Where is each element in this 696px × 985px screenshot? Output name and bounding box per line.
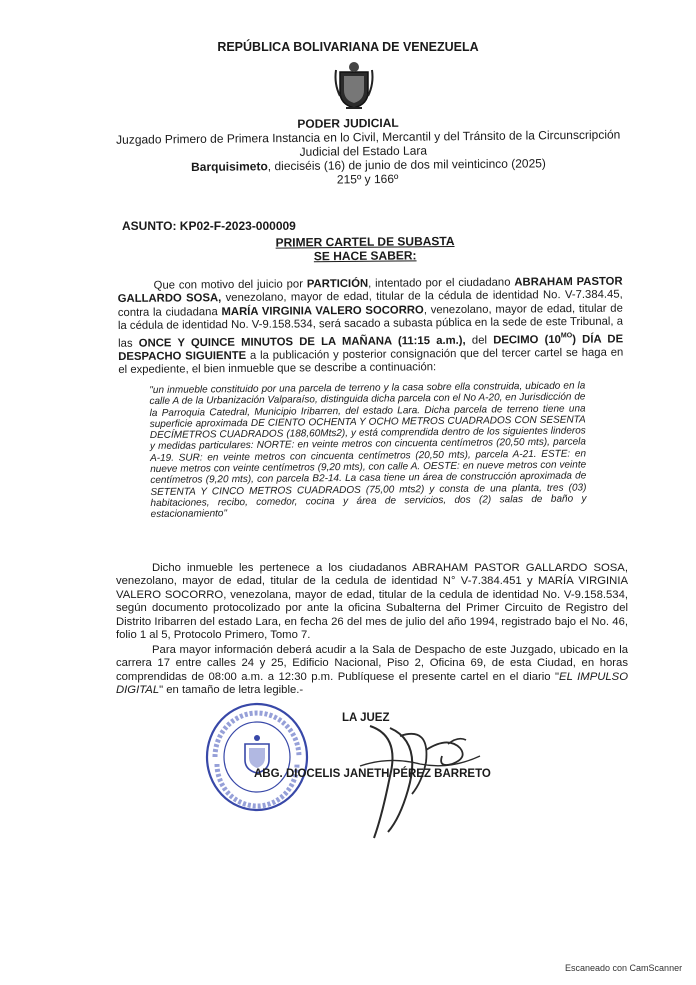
plaintiff-name: ABRAHAM PASTOR GALLARDO SOSA,: [117, 275, 623, 306]
property-description-quote: "un inmueble constituido por una parcela de terreno y la casa sobre ella construida, ubicado en la calle A de la Urbanización Valparaíso, distinguida dicha parcela con el No A-20, en Jurisdicción de la Parroquia Catedral, Municipio Iribarren, del estado Lara. Dicha parcela de terreno tiene una superficie aproximada DE CIENTO OCHENTA Y OCHO METROS CUADRADOS CON SESENTA DECÍMETROS CUADRADOS (188,60Mts2), y está comprendida dentro de los siguientes linderos y medidas particulares: NORTE: en veinte metros con cincuenta centímetros (20,50 mts), parcela A-19. SUR: en veinte metros con cincuenta centímetros (20,50 mts), parcela A-21. ESTE: en nueve metros con veinte centímetros (9,20 mts), con calle A. OESTE: en nueve metros con veinte centímetros (9,20 mts), con parcela B2-14. La casa tiene un área de construcción aproximada de SETENTA Y CINCO METROS CUADRADOS (75,00 mts2) y consta de una planta, tres (03) habitaciones, recibo, comedor, cocina y área de servicios, dos (2) salas de baño y estacionamiento": [149, 380, 587, 521]
court-name-line2: Judicial del Estado Lara: [299, 143, 428, 159]
republic-heading: REPÚBLICA BOLIVARIANA DE VENEZUELA: [217, 40, 479, 54]
newspaper-name: EL IMPULSO DIGITAL: [116, 670, 628, 697]
particion-word: PARTICIÓN: [306, 277, 369, 291]
cartel-title: PRIMER CARTEL DE SUBASTA: [275, 234, 455, 250]
years-line: 215º y 166º: [336, 171, 399, 187]
judge-role: LA JUEZ: [342, 712, 390, 724]
asunto-label: ASUNTO: KP02-F-2023-000009: [122, 219, 296, 233]
date-text: , dieciséis (16) de junio de dos mil veinticinco (2025): [267, 156, 546, 174]
auction-day-text: ) DÍA DE DESPACHO SIGUIENTE: [118, 332, 624, 363]
poder-judicial-heading: PODER JUDICIAL: [297, 115, 399, 131]
main-paragraph: Que con motivo del juicio por PARTICIÓN, intentado por el ciudadano ABRAHAM PASTOR GALLARDO SOSA, venezolano, mayor de edad, titular de la cédula de identidad No. V-7.384.45, contra la ciudadana MARÍA VIRGINIA VALERO SOCORRO, venezolano, mayor de edad, titular de la cédula de identidad No. V-9.158.534, será sacado a subasta pública en la sede de este Tribunal, a las ONCE Y QUINCE MINUTOS DE LA MAÑANA (11:15 a.m.), del DECIMO $(10^{MO})$ DÍA DE DESPACHO SIGUIENTE a la publicación y posterior consignación que del tercer cartel se haga en el expediente, el bien inmueble que se describe a continuación:: [117, 275, 624, 377]
auction-time: ONCE Y QUINCE MINUTOS DE LA MAÑANA (11:15 a.m.),: [138, 334, 466, 350]
court-seal-stamp: [203, 700, 311, 814]
scanner-watermark: Escaneado con CamScanner: [565, 963, 683, 973]
judge-name: ABG. DIOCELIS JANETH PÉREZ BARRETO: [254, 768, 491, 780]
ownership-paragraph: Dicho inmueble les pertenece a los ciudadanos ABRAHAM PASTOR GALLARDO SOSA, venezolano, mayor de edad, titular de la cedula de identidad N° V-7.384.451 y MARÍA VIRGINIA VALERO SOCORRO, venezolana, mayor de edad, titular de la cedula de identidad No. V-9.158.534, según documento protocolizado por ante la oficina Subalterna del Primer Circuito de Registro del Distrito Iribarren del estado Lara, en fecha 26 del mes de julio del año 1994, registrado bajo el No. 46, folio 1 al 5, Protocolo Primero, Tomo 7.: [116, 562, 628, 642]
court-name-line1: Juzgado Primero de Primera Instancia en lo Civil, Mercantil y del Tránsito de la Circunscripción: [116, 127, 621, 147]
information-paragraph: Para mayor información deberá acudir a la Sala de Despacho de este Juzgado, ubicado en la carrera 17 entre calles 24 y 25, Edificio Nacional, Piso 2, Oficina 69, de esta Ciudad, en horas comprendidas de 08:00 a.m. a 12:30 p.m. Publíquese el presente cartel en el diario "EL IMPULSO DIGITAL" en tamaño de letra legible.-: [116, 644, 628, 697]
city-name: Barquisimeto: [191, 159, 268, 175]
hace-saber-title: SE HACE SABER:: [313, 248, 417, 264]
defendant-name: MARÍA VIRGINIA VALERO SOCORRO: [221, 304, 424, 318]
coat-of-arms-icon: [332, 58, 376, 112]
auction-day-number: DECIMO (10: [493, 333, 561, 347]
